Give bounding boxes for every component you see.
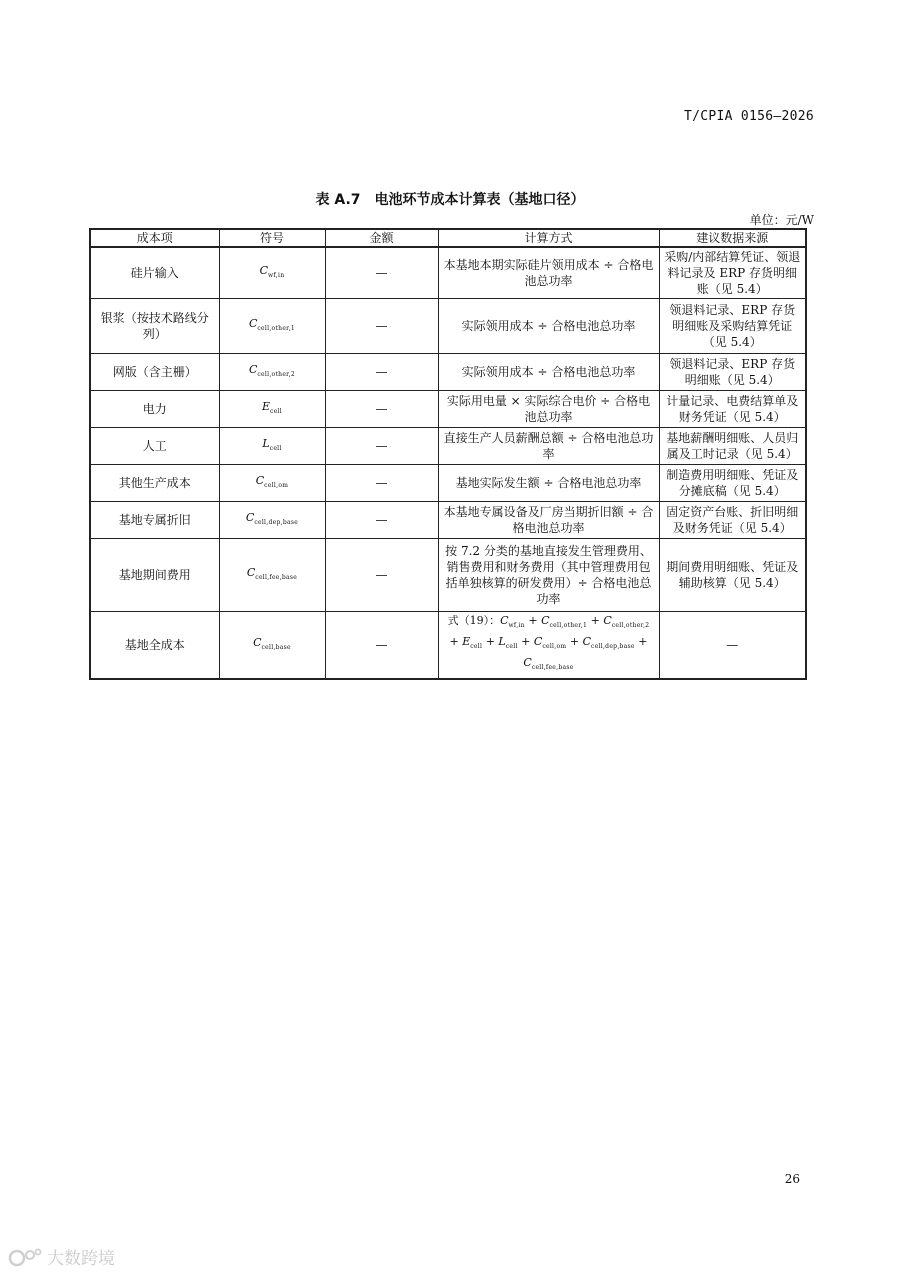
calc-method: 本基地本期实际硅片领用成本 ÷ 合格电池总功率 [438,247,659,299]
amount: — [325,299,438,354]
standard-code: T/CPIA 0156—2026 [683,109,814,124]
symbol: $C_{cell,fee,base}$ [219,539,325,612]
table-row [90,391,806,428]
unit-label: 单位：元/W [749,213,814,227]
calc-method: 基地实际发生额 ÷ 合格电池总功率 [438,465,659,502]
calc-method: 实际领用成本 ÷ 合格电池总功率 [438,354,659,391]
table-row-total [90,612,806,679]
amount: — [325,428,438,465]
table-row [90,502,806,539]
amount: — [325,539,438,612]
cost-item: 人工 [90,428,219,465]
cost-item: 其他生产成本 [90,465,219,502]
calc-method: 直接生产人员薪酬总额 ÷ 合格电池总功率 [438,428,659,465]
calc-method: 实际用电量 × 实际综合电价 ÷ 合格电池总功率 [438,391,659,428]
calc-formula: 式（19）：$C_{wf,in} + C_{cell,other,1} + C_{cell,other,2} + E_{cell} + L_{cell} + C_{cell,om} + C_{cell,dep,base} + C_{cell,fee,base}$ [438,612,659,679]
formula-prefix: 式（19）： [447,614,501,627]
symbol: $C_{wf,in}$ [219,247,325,299]
cost-item: 基地专属折旧 [90,502,219,539]
cost-item: 银浆（按技术路线分列） [90,299,219,354]
cost-item: 硅片输入 [90,247,219,299]
symbol: $C_{cell,om}$ [219,465,325,502]
amount: — [325,391,438,428]
cost-item: 电力 [90,391,219,428]
table-row [90,539,806,612]
amount: — [325,247,438,299]
symbol: $C_{cell,base}$ [219,612,325,679]
symbol: $C_{cell,other,2}$ [219,354,325,391]
column-header: 成本项 [90,229,219,247]
table-row [90,247,806,299]
table-row [90,428,806,465]
data-source: 固定资产台账、折旧明细及财务凭证（见 5.4） [659,502,806,539]
column-header: 计算方式 [438,229,659,247]
page-number: 26 [784,1172,800,1186]
cost-item: 网版（含主栅） [90,354,219,391]
cost-table [89,228,807,680]
symbol: $C_{cell,dep,base}$ [219,502,325,539]
table-title: 表 A.7 电池环节成本计算表（基地口径） [315,192,585,208]
watermark [8,1244,115,1269]
amount: — [325,502,438,539]
data-source: 采购/内部结算凭证、领退料记录及 ERP 存货明细账（见 5.4） [659,247,806,299]
calc-method: 本基地专属设备及厂房当期折旧额 ÷ 合格电池总功率 [438,502,659,539]
calc-method: 按 7.2 分类的基地直接发生管理费用、销售费用和财务费用（其中管理费用包括单独核算的研发费用）÷ 合格电池总功率 [438,539,659,612]
table-row [90,354,806,391]
data-source: 期间费用明细账、凭证及辅助核算（见 5.4） [659,539,806,612]
amount: — [325,465,438,502]
data-source: 领退料记录、ERP 存货明细账（见 5.4） [659,354,806,391]
table-header-row [90,229,806,247]
column-header: 建议数据来源 [659,229,806,247]
watermark-text: 大数跨境 [47,1249,115,1269]
symbol: $E_{cell}$ [219,391,325,428]
amount: — [325,612,438,679]
cost-item: 基地期间费用 [90,539,219,612]
data-source: 领退料记录、ERP 存货明细账及采购结算凭证（见 5.4） [659,299,806,354]
symbol: $L_{cell}$ [219,428,325,465]
data-source: 计量记录、电费结算单及财务凭证（见 5.4） [659,391,806,428]
symbol: $C_{cell,other,1}$ [219,299,325,354]
cost-item: 基地全成本 [90,612,219,679]
column-header: 符号 [219,229,325,247]
data-source: 基地薪酬明细账、人员归属及工时记录（见 5.4） [659,428,806,465]
data-source: — [659,612,806,679]
data-source: 制造费用明细账、凭证及分摊底稿（见 5.4） [659,465,806,502]
calc-method: 实际领用成本 ÷ 合格电池总功率 [438,299,659,354]
column-header: 金额 [325,229,438,247]
table-row [90,465,806,502]
table-row [90,299,806,354]
watermark-logo-icon [8,1246,42,1268]
amount: — [325,354,438,391]
